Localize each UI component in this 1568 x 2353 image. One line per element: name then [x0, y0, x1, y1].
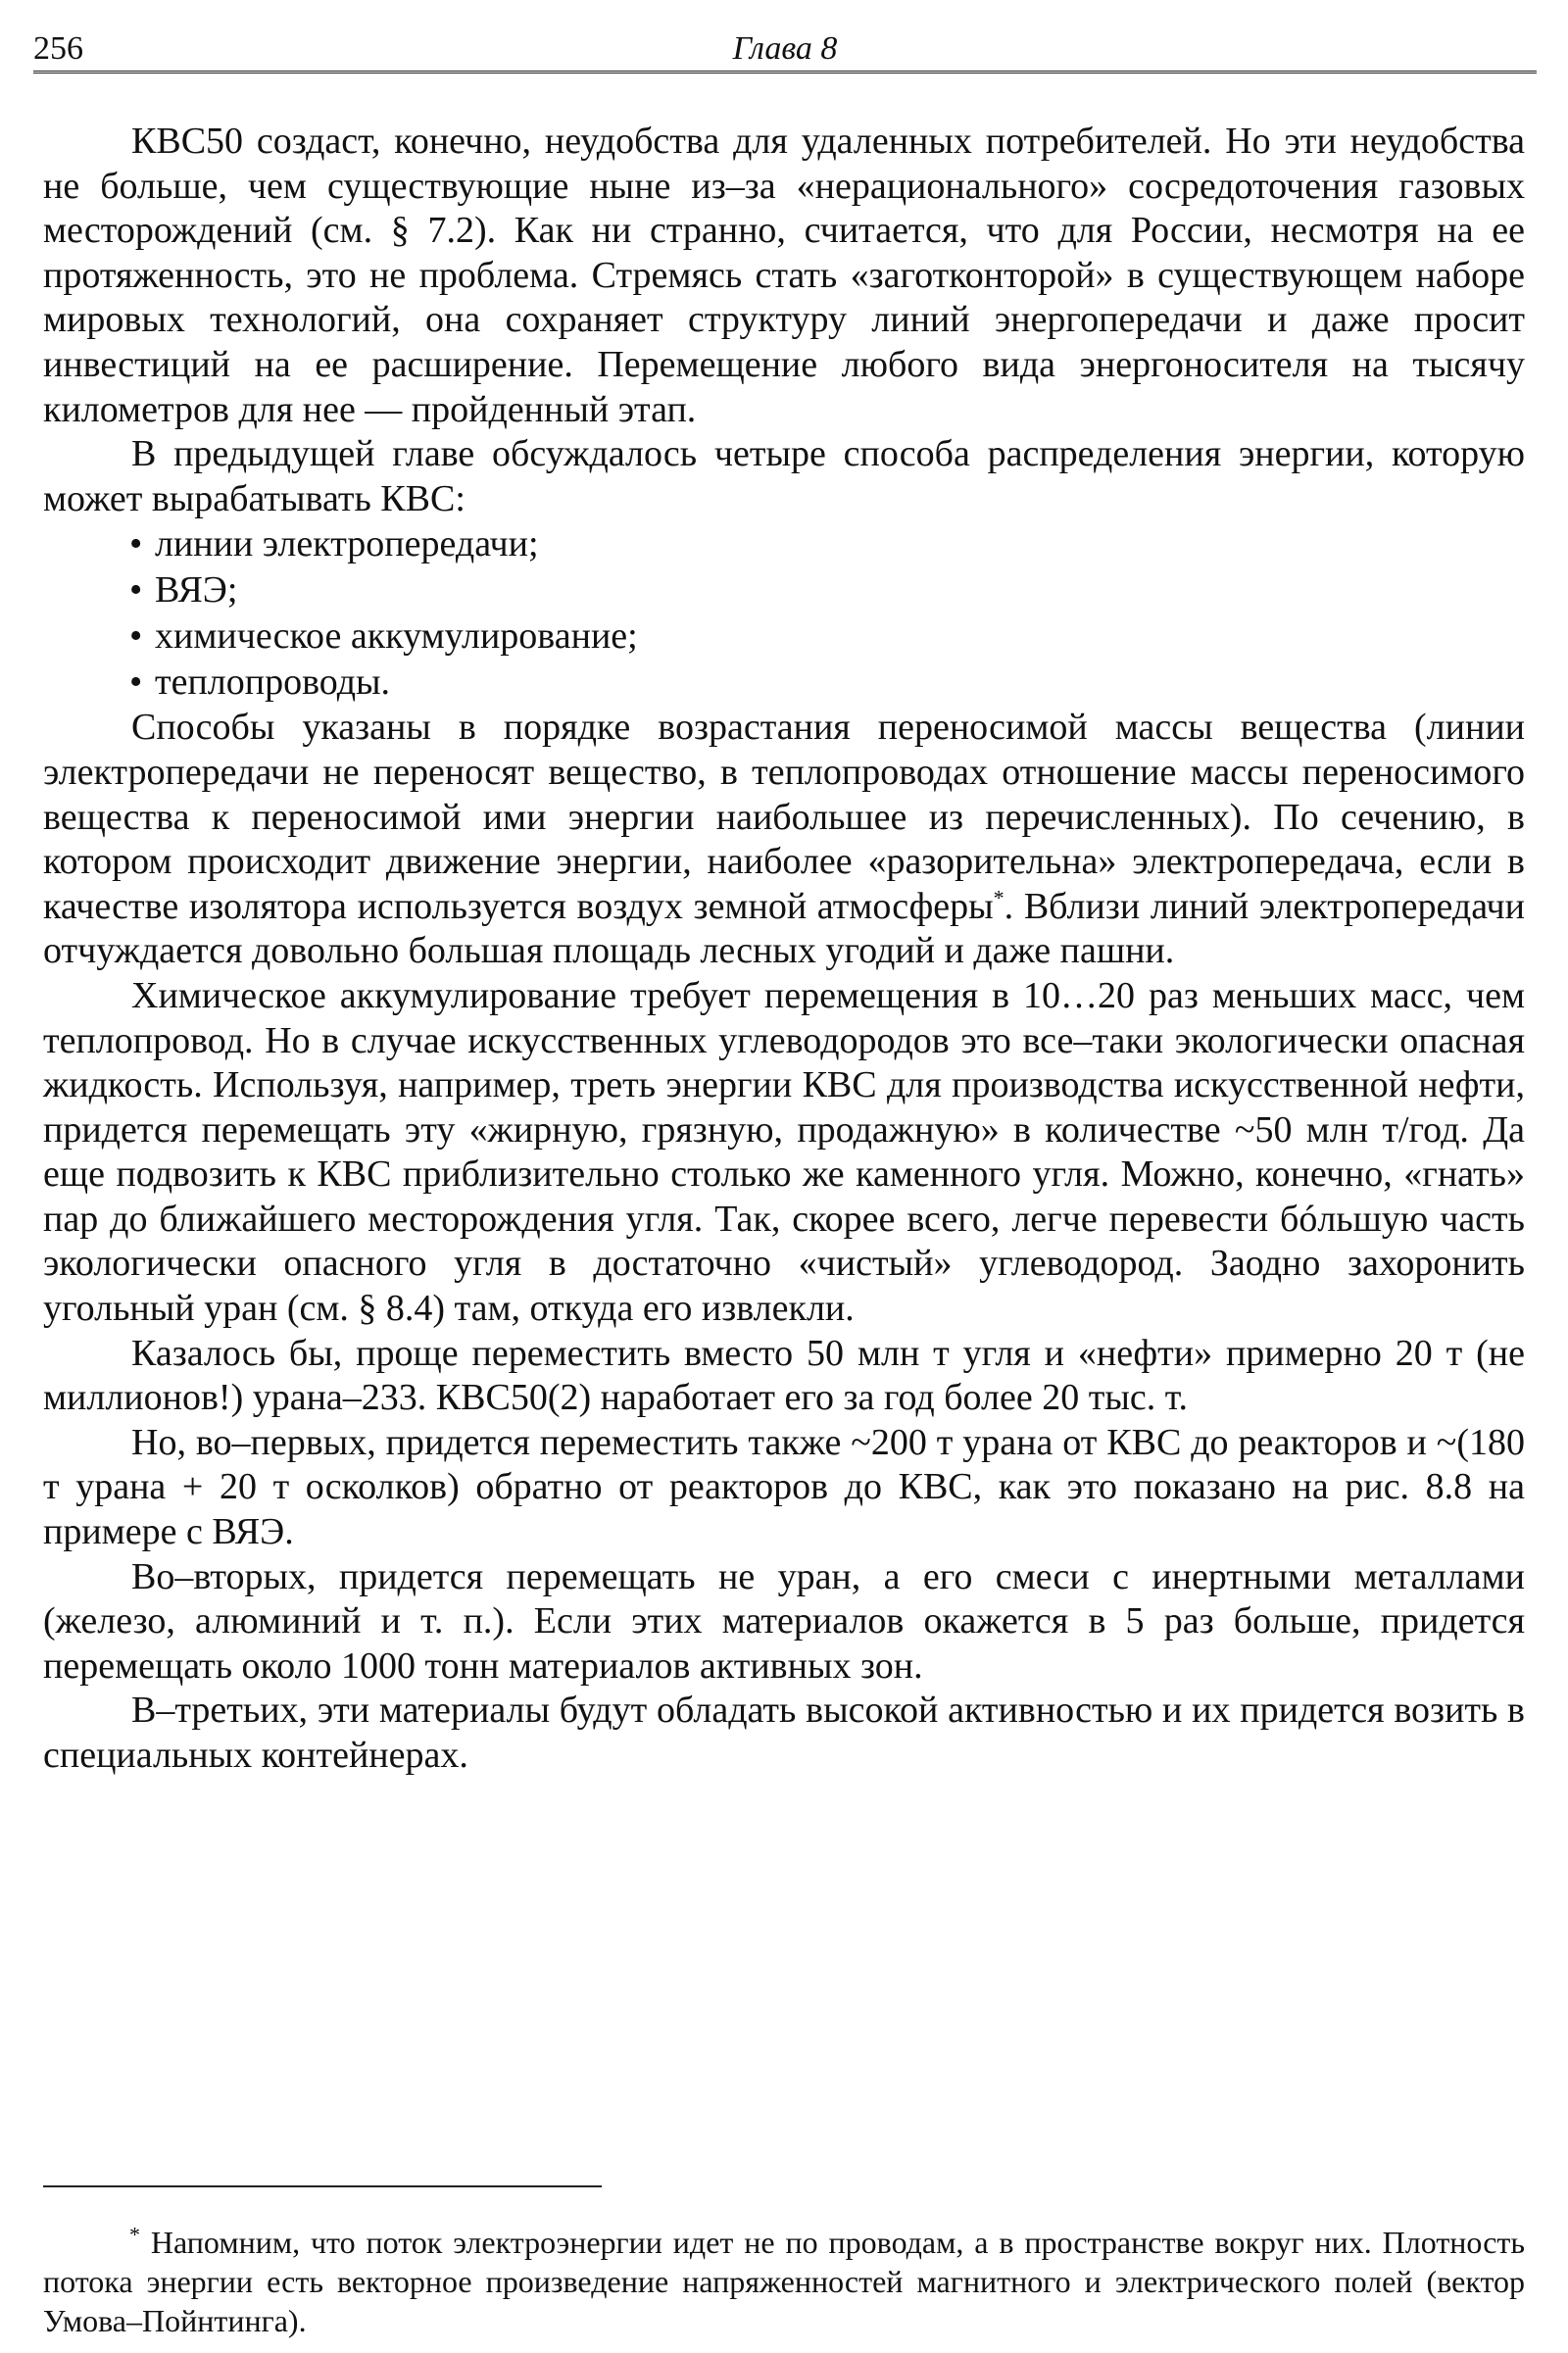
- paragraph-8: В–третьих, эти материалы будут обладать высокой активностью и их придется возить в специальных контейнерах.: [43, 1690, 1525, 1776]
- page-header: [33, 18, 1537, 67]
- footnote-reference: *: [993, 885, 1004, 910]
- bullet-icon: •: [129, 569, 143, 612]
- list-item-text: линии электропередачи;: [155, 523, 539, 565]
- paragraph-3: [43, 706, 1525, 974]
- list-item: [43, 521, 1525, 567]
- paragraph-3-part-2: . Вблизи линий электропередачи отчуждается довольно большая площадь лесных угодий и даже пашни.: [43, 885, 1525, 972]
- footnote-text: Напомним, что поток электроэнергии идет не по проводам, а в пространстве вокруг них. Плотность потока энергии есть векторное произведение напряженностей магнитного и электрического полей (вектор Умова–Пойнтинга).: [43, 2225, 1526, 2338]
- paragraph-3-part-1: Способы указаны в порядке возрастания переносимой массы вещества (линии электропередачи не переносят вещество, в теплопроводах отношение массы переносимого вещества к переносимой ими энергии наибольшее из перечисленных). По сечению, в котором происходит движение энергии, наиболее «разорительна» электропередача, если в качестве изолятора используется воздух земной атмосферы: [43, 707, 1525, 927]
- bullet-icon: •: [129, 523, 143, 565]
- list-item: [43, 567, 1525, 613]
- paragraph-2: В предыдущей главе обсуждалось четыре способа распределения энергии, которую может вырабатывать КВС:: [43, 433, 1525, 519]
- list-item-text: теплопроводы.: [155, 662, 391, 704]
- footnote: [43, 2223, 1525, 2340]
- body-text: [43, 120, 1525, 1779]
- paragraph-5: Казалось бы, проще переместить вместо 50 млн т угля и «нефти» примерно 20 т (не миллионов!) урана–233. КВС50(2) наработает его за год более 20 тыс. т.: [43, 1332, 1525, 1419]
- list-item-text: химическое аккумулирование;: [155, 615, 638, 658]
- footnote-marker: *: [129, 2222, 140, 2247]
- list-item: [43, 613, 1525, 660]
- bullet-list: [43, 521, 1525, 706]
- paragraph-7: Во–вторых, придется перемещать не уран, а его смеси с инертными металлами (железо, алюминий и т. п.). Если этих материалов окажется в 5 раз больше, придется перемещать около 1000 тонн материалов активных зон.: [43, 1555, 1525, 1687]
- bullet-icon: •: [129, 615, 143, 658]
- footnote-rule: [43, 2185, 602, 2187]
- running-title: Глава 8: [732, 30, 838, 67]
- bullet-icon: •: [129, 662, 143, 704]
- paragraph-6: Но, во–первых, придется переместить также ~200 т урана от КВС до реакторов и ~(180 т урана + 20 т осколков) обратно от реакторов до КВС, как это показано на рис. 8.8 на примере с ВЯЭ.: [43, 1421, 1525, 1553]
- header-rule: [33, 71, 1537, 74]
- page-number: 256: [33, 30, 83, 67]
- paragraph-4: Химическое аккумулирование требует перемещения в 10…20 раз меньших масс, чем теплопровод. Но в случае искусственных углеводородов это все–таки экологически опасная жидкость. Используя, например, треть энергии КВС для производства искусственной нефти, придется перемещать эту «жирную, грязную, продажную» в количестве ~50 млн т/год. Да еще подвозить к КВС приблизительно столько же каменного угля. Можно, конечно, «гнать» пар до ближайшего месторождения угля. Так, скорее всего, легче перевести бóльшую часть экологически опасного угля в достаточно «чистый» углеводород. Заодно захоронить угольный уран (см. § 8.4) там, откуда его извлекли.: [43, 974, 1525, 1330]
- paragraph-1: КВС50 создаст, конечно, неудобства для удаленных потребителей. Но эти неудобства не больше, чем существующие ныне из–за «нерационального» сосредоточения газовых месторождений (см. § 7.2). Как ни странно, считается, что для России, несмотря на ее протяженность, это не проблема. Стремясь стать «заготконторой» в существующем наборе мировых технологий, она сохраняет структуру линий энергопередачи и даже просит инвестиций на ее расширение. Перемещение любого вида энергоносителя на тысячу километров для нее — пройденный этап.: [43, 121, 1525, 430]
- list-item: [43, 660, 1525, 706]
- list-item-text: ВЯЭ;: [155, 569, 238, 612]
